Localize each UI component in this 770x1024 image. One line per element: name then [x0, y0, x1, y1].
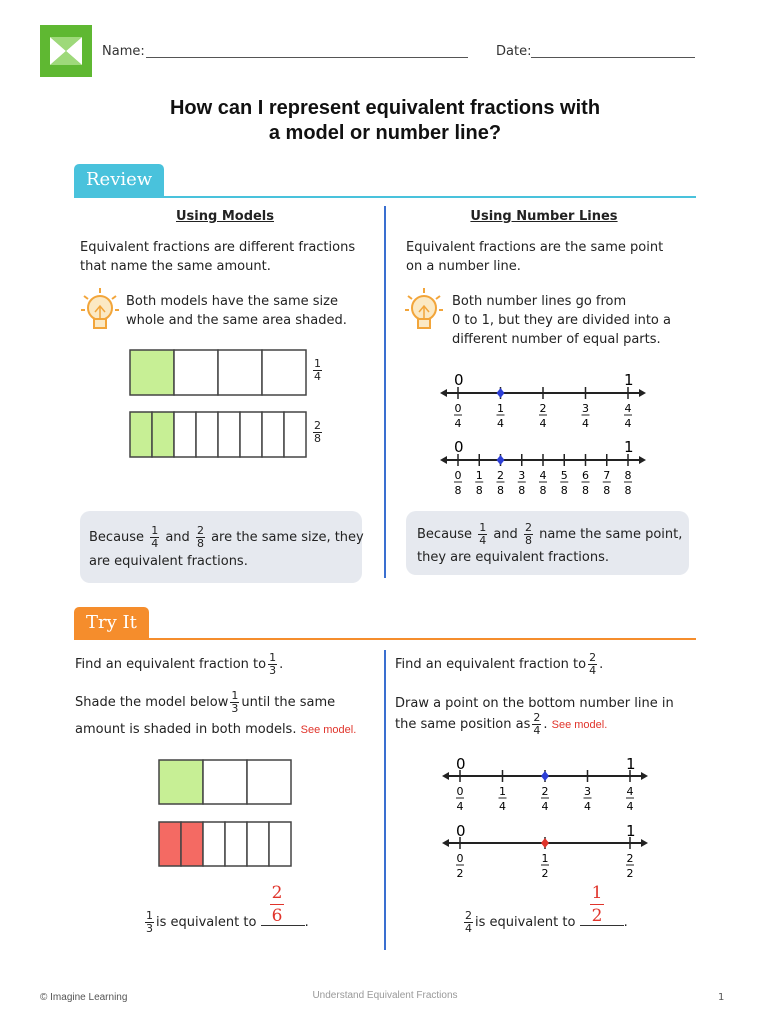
tick-numerator: 5: [560, 469, 568, 482]
date-label: Date:: [496, 44, 532, 59]
name-field[interactable]: [146, 57, 468, 58]
try-divider: [384, 650, 386, 950]
models-tip-line2: whole and the same area shaded.: [126, 313, 347, 328]
one-label: 1: [626, 822, 636, 840]
callout-fraction-1: $\frac{1}{4}$: [151, 524, 159, 550]
tick-denominator: 4: [582, 417, 589, 430]
number-line: [440, 371, 646, 430]
draw-text-2: the same position as: [395, 717, 531, 732]
tick-denominator: 4: [539, 417, 547, 430]
shade-text-3: amount is shaded in both models.: [75, 722, 297, 737]
review-divider: [384, 206, 386, 578]
callout-because: Because: [89, 530, 145, 545]
lines-tip-line3: different number of equal parts.: [452, 332, 661, 347]
tick-numerator: 4: [626, 785, 634, 798]
answer-numerator: 2: [271, 883, 283, 903]
number-line: [442, 755, 648, 813]
number-line: [440, 438, 646, 497]
try-number-lines[interactable]: [441, 752, 663, 880]
sixths-model[interactable]: [159, 822, 291, 866]
point-marker: [541, 838, 549, 848]
tick-numerator: 1: [475, 469, 483, 482]
draw-fraction: $\frac{2}{4}$: [533, 711, 541, 737]
answer-handwritten-fraction: [590, 883, 604, 926]
answer-denominator: 2: [591, 906, 603, 926]
footer-title: Understand Equivalent Fractions: [312, 990, 458, 1001]
callout-and: and: [493, 527, 518, 542]
title-line-2: a model or number line?: [268, 122, 502, 144]
callout-rest: name the same point,: [539, 527, 683, 542]
left-arrow-icon: [440, 456, 447, 464]
page-number: 1: [718, 992, 725, 1003]
tick-denominator: 4: [626, 800, 634, 813]
using-number-lines-heading: Using Number Lines: [470, 209, 618, 224]
tick-numerator: 3: [582, 402, 589, 415]
review-fraction-models: [125, 345, 335, 465]
review-tab: Review: [74, 164, 164, 196]
tick-denominator: 4: [584, 800, 591, 813]
tick-denominator: 4: [499, 800, 506, 813]
lines-def-line2: on a number line.: [406, 259, 521, 274]
lines-callout: [406, 511, 689, 575]
tick-denominator: 2: [626, 867, 634, 880]
tick-denominator: 8: [582, 484, 589, 497]
point-marker: [497, 388, 505, 398]
models-callout: [80, 511, 362, 583]
lines-definition: [406, 238, 690, 276]
see-model-note: See model.: [300, 724, 357, 736]
find-text: Find an equivalent fraction to: [75, 657, 267, 672]
one-label: 1: [624, 371, 634, 389]
tick-denominator: 8: [560, 484, 568, 497]
review-rule: [74, 196, 696, 198]
try-left-answer: $\frac{1}{3}$ is equivalent to .: [146, 909, 309, 935]
name-label: Name:: [102, 44, 145, 59]
tick-numerator: 0: [456, 785, 464, 798]
models-tip-line1: Both models have the same size: [126, 294, 338, 309]
lines-tip: [452, 292, 692, 349]
lightbulb-icon: [404, 286, 444, 340]
answer-text: is equivalent to: [475, 915, 576, 930]
fourths-model: [130, 350, 306, 395]
models-definition: [80, 238, 370, 276]
tick-denominator: 8: [475, 484, 483, 497]
tick-numerator: 3: [584, 785, 591, 798]
callout-line2: they are equivalent fractions.: [417, 550, 609, 565]
zero-label: 0: [454, 438, 464, 456]
left-arrow-icon: [442, 772, 449, 780]
title-line-1: How can I represent equivalent fractions with: [169, 97, 601, 119]
tick-numerator: 1: [497, 402, 504, 415]
callout-rest: are the same size, they: [211, 530, 364, 545]
try-right-find: Find an equivalent fraction to $\frac{2}{4}$ .: [395, 651, 604, 677]
try-right-draw-line2: the same position as $\frac{2}{4}$ . See model.: [395, 711, 608, 737]
try-right-answer: $\frac{2}{4}$ is equivalent to .: [465, 909, 628, 935]
tick-numerator: 2: [497, 469, 504, 482]
models-def-line1: Equivalent fractions are different fractions: [80, 240, 356, 255]
tick-numerator: 2: [626, 852, 634, 865]
draw-text-1: Draw a point on the bottom number line in: [395, 696, 674, 711]
right-arrow-icon: [639, 456, 646, 464]
tick-numerator: 1: [541, 852, 549, 865]
answer-handwritten-fraction: [270, 883, 284, 926]
answer-lhs-fraction: $\frac{2}{4}$: [465, 909, 472, 935]
tick-numerator: 7: [603, 469, 611, 482]
tick-numerator: 4: [624, 402, 632, 415]
one-label: 1: [624, 438, 634, 456]
tick-denominator: 8: [497, 484, 504, 497]
tick-denominator: 4: [624, 417, 632, 430]
tick-denominator: 8: [539, 484, 547, 497]
models-def-line2: that name the same amount.: [80, 259, 271, 274]
callout-because: Because: [417, 527, 473, 542]
page-title: [0, 96, 770, 146]
tick-numerator: 2: [541, 785, 549, 798]
eighths-model: [130, 412, 306, 457]
tick-denominator: 8: [518, 484, 526, 497]
tick-denominator: 4: [454, 417, 462, 430]
one-label: 1: [626, 755, 636, 773]
answer-numerator: 1: [591, 883, 603, 903]
thirds-model[interactable]: [159, 760, 291, 804]
callout-line2: are equivalent fractions.: [89, 554, 248, 569]
tick-numerator: 1: [499, 785, 506, 798]
shade-text-1: Shade the model below: [75, 695, 229, 710]
left-arrow-icon: [440, 389, 447, 397]
date-field[interactable]: [531, 57, 695, 58]
find-fraction: $\frac{2}{4}$: [589, 651, 597, 677]
imagine-learning-logo: [40, 25, 92, 77]
point-marker: [497, 455, 505, 465]
tick-numerator: 0: [454, 469, 462, 482]
right-arrow-icon: [639, 389, 646, 397]
tick-denominator: 2: [541, 867, 549, 880]
right-arrow-icon: [641, 839, 648, 847]
find-fraction: $\frac{1}{3}$: [269, 651, 277, 677]
callout-and: and: [165, 530, 190, 545]
callout-fraction-1: $\frac{1}{4}$: [479, 521, 487, 547]
try-left-find: Find an equivalent fraction to $\frac{1}{3}$ .: [75, 651, 284, 677]
review-number-lines: [410, 366, 660, 502]
try-left-shade-line2: [75, 720, 356, 740]
right-arrow-icon: [641, 772, 648, 780]
tick-denominator: 4: [541, 800, 549, 813]
try-it-tab: Try It: [74, 607, 149, 639]
tick-numerator: 0: [456, 852, 464, 865]
answer-text: is equivalent to: [156, 915, 257, 930]
lines-def-line1: Equivalent fractions are the same point: [406, 240, 664, 255]
tick-denominator: 4: [456, 800, 464, 813]
see-model-note: See model.: [551, 719, 608, 731]
point-marker: [541, 771, 549, 781]
tick-denominator: 8: [603, 484, 611, 497]
tick-numerator: 4: [539, 469, 547, 482]
tick-denominator: 8: [454, 484, 462, 497]
tick-denominator: 8: [624, 484, 632, 497]
number-line: [442, 822, 648, 880]
callout-fraction-2: $\frac{2}{8}$: [196, 524, 204, 550]
models-tip: [126, 292, 376, 330]
label-one-fourth: $\frac{1}{4}$: [314, 357, 321, 383]
shade-fraction: $\frac{1}{3}$: [231, 689, 239, 715]
tick-numerator: 8: [624, 469, 632, 482]
lines-tip-line1: Both number lines go from: [452, 294, 627, 309]
tick-denominator: 4: [497, 417, 504, 430]
lightbulb-icon: [80, 286, 120, 340]
answer-lhs-fraction: $\frac{1}{3}$: [146, 909, 153, 935]
using-models-heading: Using Models: [175, 209, 275, 224]
tick-numerator: 3: [518, 469, 526, 482]
tick-denominator: 2: [456, 867, 464, 880]
answer-denominator: 6: [271, 906, 283, 926]
try-it-rule: [74, 638, 696, 640]
try-left-shade: [75, 690, 335, 715]
tick-numerator: 6: [582, 469, 589, 482]
zero-label: 0: [456, 755, 466, 773]
tick-numerator: 2: [539, 402, 547, 415]
callout-fraction-2: $\frac{2}{8}$: [524, 521, 532, 547]
left-arrow-icon: [442, 839, 449, 847]
find-text: Find an equivalent fraction to: [395, 657, 587, 672]
tick-numerator: 0: [454, 402, 462, 415]
label-two-eighths: $\frac{2}{8}$: [314, 419, 321, 445]
try-fraction-models[interactable]: [155, 756, 300, 874]
zero-label: 0: [456, 822, 466, 840]
shade-text-2: until the same: [241, 695, 336, 710]
zero-label: 0: [454, 371, 464, 389]
footer-copyright: © Imagine Learning: [40, 992, 128, 1003]
lines-tip-line2: 0 to 1, but they are divided into a: [452, 313, 671, 328]
